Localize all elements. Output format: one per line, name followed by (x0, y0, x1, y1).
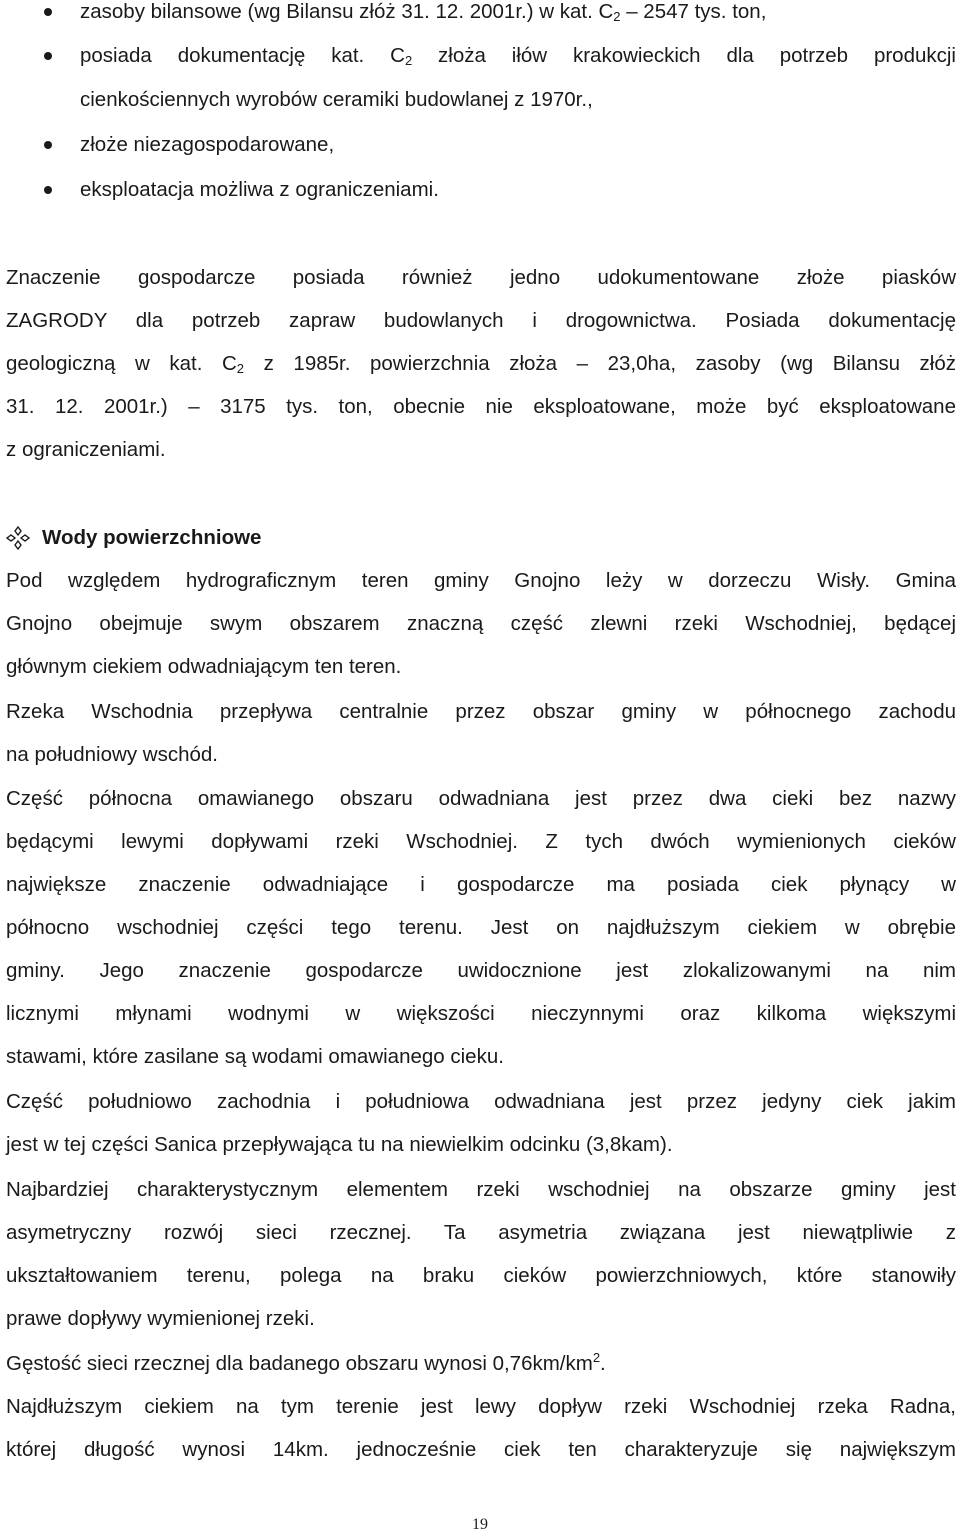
paragraph-line: ZAGRODY dla potrzeb zapraw budowlanych i drogownictwa. Posiada dokumentację (6, 309, 956, 332)
bullet-item: eksploatacja możliwa z ograniczeniami. (80, 178, 439, 201)
section-heading: Wody powierzchniowe (42, 526, 262, 549)
body-line: będącymi lewymi dopływami rzeki Wschodniej. Z tych dwóch wymienionych cieków (6, 830, 956, 853)
paragraph-line: z ograniczeniami. (6, 438, 166, 461)
body-line: Najbardziej charakterystycznym elementem rzeki wschodniej na obszarze gminy jest (6, 1178, 956, 1201)
body-line: północno wschodniej części tego terenu. Jest on najdłuższym ciekiem w obrębie (6, 916, 956, 939)
body-line: Część północna omawianego obszaru odwadniana jest przez dwa cieki bez nazwy (6, 787, 956, 810)
bullet-dot (44, 141, 52, 149)
bullet-dot (44, 52, 52, 60)
body-line: ukształtowaniem terenu, polega na braku cieków powierzchniowych, które stanowiły (6, 1264, 956, 1287)
body-line: jest w tej części Sanica przepływająca tu na niewielkim odcinku (3,8kam). (6, 1133, 673, 1156)
body-line: asymetryczny rozwój sieci rzecznej. Ta asymetria związana jest niewątpliwie z (6, 1221, 956, 1244)
bullet-dot (44, 186, 52, 194)
page-number: 19 (472, 1516, 488, 1533)
body-line: największe znaczenie odwadniające i gospodarcze ma posiada ciek płynący w (6, 873, 956, 896)
bullet-item: posiada dokumentację kat. $C_2$ złoża iłów krakowieckich dla potrzeb produkcji (80, 44, 956, 68)
paragraph-line: 31. 12. 2001r.) – 3175 tys. ton, obecnie nie eksploatowane, może być eksploatowane (6, 395, 956, 418)
bullet-item: złoże niezagospodarowane, (80, 133, 335, 156)
body-line: której długość wynosi 14km. jednocześnie ciek ten charakteryzuje się największym (6, 1438, 956, 1461)
body-line: Gnojno obejmuje swym obszarem znaczną część zlewni rzeki Wschodniej, będącej (6, 612, 956, 635)
body-line: na południowy wschód. (6, 743, 218, 766)
body-line: Gęstość sieci rzecznej dla badanego obszaru wynosi $0,76km/km^2$. (6, 1350, 606, 1375)
paragraph-line: geologiczną w kat. $C_2$ z 1985r. powierzchnia złoża – 23,0ha, zasoby (wg Bilansu złóż (6, 352, 956, 376)
body-line: Część południowo zachodnia i południowa odwadniana jest przez jedyny ciek jakim (6, 1090, 956, 1113)
bullet-item: zasoby bilansowe (wg Bilansu złóż 31. 12. 2001r.) w kat. $C_2 - 2547$ tys. ton, (80, 0, 767, 24)
four-diamond-bullet-icon (6, 526, 30, 550)
body-line: stawami, które zasilane są wodami omawianego cieku. (6, 1045, 504, 1068)
paragraph-line: Znaczenie gospodarcze posiada również jedno udokumentowane złoże piasków (6, 266, 956, 289)
body-line: licznymi młynami wodnymi w większości nieczynnymi oraz kilkoma większymi (6, 1002, 956, 1025)
body-line: prawe dopływy wymienionej rzeki. (6, 1307, 315, 1330)
body-line: Pod względem hydrograficznym teren gminy Gnojno leży w dorzeczu Wisły. Gmina (6, 569, 956, 592)
body-line: gminy. Jego znaczenie gospodarcze uwidocznione jest zlokalizowanymi na nim (6, 959, 956, 982)
bullet-item-continuation: cienkościennych wyrobów ceramiki budowlanej z 1970r., (80, 88, 593, 111)
body-line: głównym ciekiem odwadniającym ten teren. (6, 655, 402, 678)
bullet-dot (44, 8, 52, 16)
body-line: Najdłuższym ciekiem na tym terenie jest lewy dopływ rzeki Wschodniej rzeka Radna, (6, 1395, 956, 1418)
body-line: Rzeka Wschodnia przepływa centralnie przez obszar gminy w północnego zachodu (6, 700, 956, 723)
